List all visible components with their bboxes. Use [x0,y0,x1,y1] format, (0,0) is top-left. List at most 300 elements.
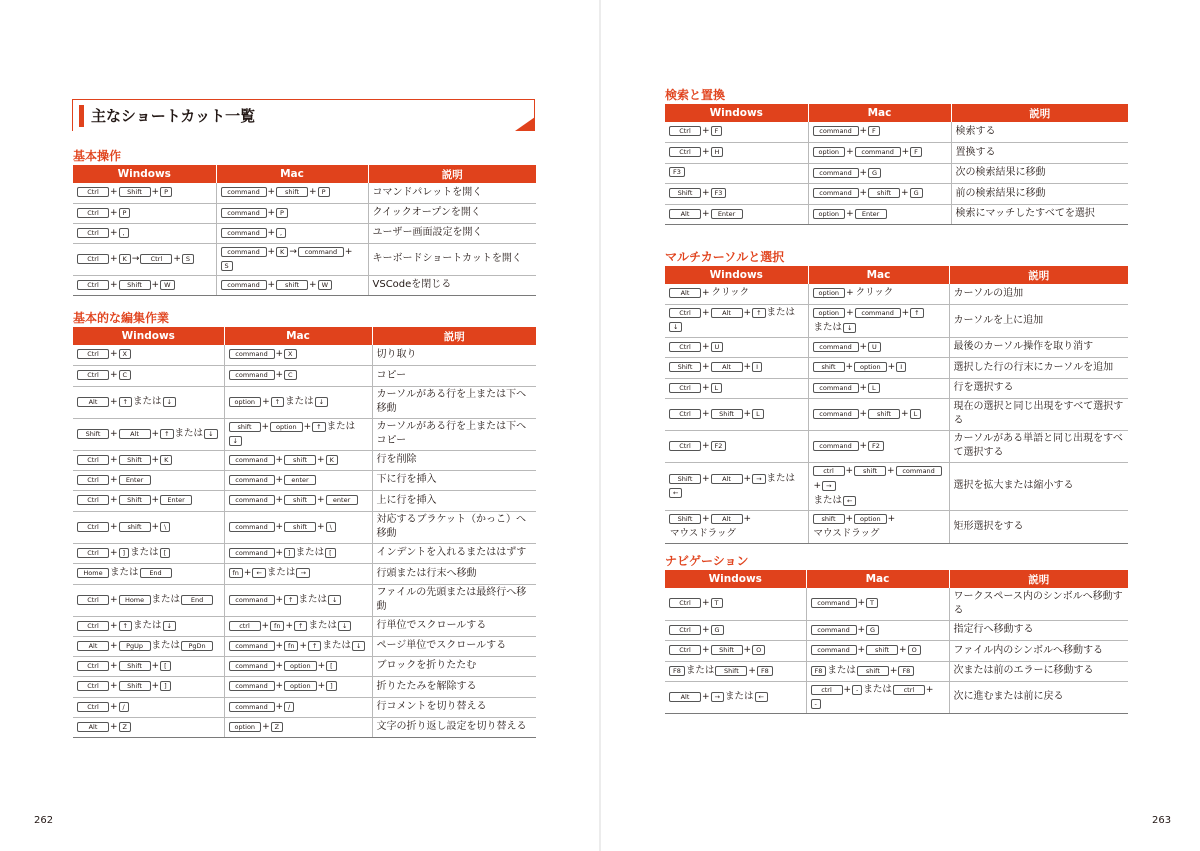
shortcut-description: コピー [372,365,536,386]
plus-sign: + [859,382,868,393]
key-ctrl: ctrl [893,685,925,695]
key-g: G [866,625,879,635]
header-description: 説明 [951,104,1128,122]
key-option: option [854,362,887,372]
key-ctrl: Ctrl [669,147,701,157]
header-mac: Mac [808,104,951,122]
plus-sign: + [110,253,118,264]
key-up: ↑ [160,429,173,439]
key-command: command [229,595,275,605]
windows-shortcut [665,398,808,430]
shortcut-description: 置換する [951,142,1128,163]
key-command: command [811,645,857,655]
plus-sign: + [901,408,909,419]
table-row [73,365,536,386]
key-ctrl: Ctrl [669,625,701,635]
plus-sign: + [151,681,160,691]
key-text: または [326,420,356,432]
plus-sign: + [110,349,118,360]
windows-shortcut [73,203,216,223]
windows-shortcut [73,511,224,543]
plus-sign: + [275,454,284,465]
shortcut-description: キーボードショートカットを開く [368,243,536,275]
windows-shortcut [73,386,224,418]
windows-shortcut [665,163,808,183]
key-enter: enter [284,475,316,485]
key-left: ← [252,568,265,578]
windows-shortcut [665,378,808,398]
table-row [665,337,1128,357]
table-row [73,543,536,563]
table-row [665,588,1128,620]
key-shift: shift [868,188,900,198]
key-command: command [229,641,275,651]
shortcut-description: ワークスペース内のシンボルへ移動する [949,588,1128,620]
shortcut-description: 前の検索結果に移動 [951,183,1128,204]
plus-sign: + [285,620,294,631]
key-up: ↑ [910,308,923,318]
plus-sign: + [110,279,118,290]
plus-sign: + [901,147,910,157]
header-mac: Mac [224,327,372,345]
key-shift: Shift [119,681,151,691]
key-shift: shift [229,422,261,432]
key-shift: shift [119,522,151,532]
key-text: または [685,664,715,676]
mac-shortcut [808,163,951,183]
key-enter: Enter [711,209,743,219]
shortcut-description: 次または前のエラーに移動する [949,661,1128,681]
key-alt: Alt [669,288,701,298]
mac-shortcut [224,636,372,656]
key-l: L [868,383,880,393]
key-text: または [863,683,892,695]
key-ctrl: Ctrl [77,595,109,605]
plus-sign: + [110,495,118,505]
key-rbracket: ] [119,548,130,558]
key-up: ↑ [308,641,321,651]
header-windows: Windows [665,570,806,588]
plus-sign: + [813,480,822,491]
key-fn: fn [270,621,284,631]
shortcut-description: 次に進むまたは前に戻る [949,681,1128,713]
key-alt: Alt [77,397,109,407]
table-row [665,204,1128,224]
mac-shortcut [224,656,372,676]
table-row [73,656,536,676]
header-mac: Mac [216,165,368,183]
mac-shortcut [224,543,372,563]
plus-sign: + [702,645,710,655]
key-f: F [910,147,922,157]
windows-shortcut [665,510,808,543]
plus-sign: + [173,253,181,264]
shortcut-description: VSCodeを閉じる [368,275,536,295]
plus-sign: + [748,665,756,676]
key-k: K [160,455,172,465]
key-command: command [855,308,901,318]
key-ctrl: Ctrl [77,548,109,558]
plus-sign: + [859,341,868,352]
key-option: option [284,661,317,671]
plus-sign: + [151,495,160,505]
key-down: ↓ [163,397,176,407]
windows-shortcut [665,284,808,304]
plus-sign: + [317,495,325,505]
key-command: command [298,247,344,257]
key-alt: Alt [77,722,109,732]
key-option: option [229,397,262,407]
key-l: L [752,409,764,419]
windows-shortcut [73,616,224,636]
key-text: マウスドラッグ [670,527,737,539]
plus-sign: + [110,428,118,439]
shortcut-description: 最後のカーソル操作を取り消す [949,337,1128,357]
plus-sign: + [110,640,118,651]
key-text: または [827,664,856,676]
key-end: End [181,595,213,605]
title-accent-bar [79,105,84,127]
plus-sign: + [309,279,317,290]
key-ctrl: Ctrl [77,681,109,691]
section-title: マルチカーソルと選択 [665,250,785,264]
key-fn: fn [229,568,243,578]
plus-sign: + [702,288,710,299]
section-multicursor [665,249,1128,544]
key-command: command [813,126,859,136]
key-k: K [119,254,131,264]
key-option: option [229,722,262,732]
key-rbracket: ] [326,681,337,691]
key-ctrl: Ctrl [77,349,109,359]
key-text: または [322,639,351,651]
table-row [73,584,536,616]
windows-shortcut [73,183,216,203]
table-row [73,616,536,636]
shortcut-description: カーソルを上に追加 [949,304,1128,337]
key-lbracket: [ [325,548,336,558]
plus-sign: + [887,362,896,372]
shortcut-description: 行を選択する [949,378,1128,398]
key-f8: F8 [669,666,685,676]
key-right: → [296,568,309,578]
plus-sign: + [110,454,118,465]
key-ctrl: Ctrl [669,308,701,318]
key-lbracket: [ [160,548,171,558]
shortcut-description: クイックオープンを開く [368,203,536,223]
shortcut-description: カーソルがある行を上または下へ移動 [372,386,536,418]
key-backslash: \ [160,522,170,532]
windows-shortcut [665,588,806,620]
header-windows: Windows [73,327,224,345]
key-left: ← [755,692,768,702]
key-shift: shift [854,466,886,476]
key-option: option [813,308,846,318]
mac-shortcut [806,640,949,661]
shortcut-description: 検索にマッチしたすべてを選択 [951,204,1128,224]
key-ctrl: Ctrl [77,495,109,505]
key-shift: Shift [669,362,701,372]
key-command: command [229,349,275,359]
plus-sign: + [275,681,284,691]
plus-sign: + [846,307,854,318]
key-ctrl: ctrl [811,685,843,695]
table-row [665,462,1128,510]
mac-shortcut [806,588,949,620]
key-ctrl: Ctrl [669,441,701,451]
shortcut-description: ファイル内のシンボルへ移動する [949,640,1128,661]
key-pgdn: PgDn [181,641,213,651]
header-windows: Windows [73,165,216,183]
plus-sign: + [901,188,909,198]
plus-sign: + [317,660,326,671]
key-pgup: PgUp [119,641,151,651]
key-command: command [229,475,275,485]
plus-sign: + [859,167,868,178]
plus-sign: + [317,454,325,465]
plus-sign: + [275,349,284,360]
key-shift: shift [276,280,308,290]
plus-sign: + [845,465,854,476]
key-shift: Shift [119,495,151,505]
table-row [665,284,1128,304]
key-ctrl: Ctrl [77,475,109,485]
shortcut-table [665,266,1128,544]
key-option: option [854,514,887,524]
plus-sign: + [857,645,866,655]
key-left: ← [843,496,856,506]
key-command: command [229,370,275,380]
shortcut-table [73,165,536,296]
plus-sign: + [702,624,710,635]
key-o: O [908,645,921,655]
key-enter: Enter [855,209,887,219]
windows-shortcut [665,620,806,640]
key-shift: Shift [119,280,151,290]
plus-sign: + [317,681,326,691]
mac-shortcut [808,304,949,337]
windows-shortcut [73,243,216,275]
key-ctrl: Ctrl [77,661,109,671]
plus-sign: + [151,660,160,671]
plus-sign: + [110,187,118,198]
table-row [73,183,536,203]
table-row [73,203,536,223]
shortcut-description: 行を削除 [372,450,536,470]
windows-shortcut [73,584,224,616]
chapter-title: 主なショートカット一覧 [91,107,256,125]
key-command: command [813,188,859,198]
plus-sign: + [110,227,118,238]
key-down: ↓ [843,323,856,333]
windows-shortcut [73,490,224,511]
shortcut-description: 矩形選択をする [949,510,1128,543]
plus-sign: + [267,279,276,290]
key-up: ↑ [119,621,132,631]
key-c: C [119,370,132,380]
plus-sign: + [846,288,854,299]
key-shift: Shift [77,429,109,439]
plus-sign: + [859,188,868,198]
key-c: C [284,370,297,380]
key-ctrl: Ctrl [77,370,109,380]
plus-sign: + [275,594,284,605]
key-command: command [811,625,857,635]
key-command: command [229,455,275,465]
key-shift: Shift [669,474,701,484]
key-shift: shift [813,514,845,524]
key-option: option [270,422,303,432]
key-w: W [160,280,174,290]
key-shift: Shift [119,187,151,197]
header-description: 説明 [368,165,536,183]
mac-shortcut [224,584,372,616]
plus-sign: + [262,396,270,407]
mac-shortcut [224,717,372,737]
key-ctrl: Ctrl [669,645,701,655]
key-command: command [229,681,275,691]
mac-shortcut [224,616,372,636]
mac-shortcut [808,462,949,510]
plus-sign: + [267,227,276,238]
key-i: I [752,362,762,372]
plus-sign: + [275,660,284,671]
plus-sign: + [702,473,710,484]
key-w: W [318,280,332,290]
key-end: End [140,568,172,578]
key-right: → [711,692,724,702]
table-row [73,470,536,490]
key-s: S [182,254,194,264]
windows-shortcut [73,450,224,470]
plus-sign: + [275,547,284,558]
mac-shortcut [808,183,951,204]
shortcut-description: 行コメントを切り替える [372,697,536,717]
mac-shortcut [806,661,949,681]
plus-sign: + [846,208,854,219]
header-windows: Windows [665,266,808,284]
key-alt: Alt [711,474,743,484]
mac-shortcut [224,511,372,543]
shortcut-description: 選択を拡大または縮小する [949,462,1128,510]
plus-sign: + [267,246,276,257]
plus-sign: + [299,640,308,651]
key-shift: Shift [669,188,701,198]
plus-sign: + [843,684,852,695]
windows-shortcut [665,183,808,204]
key-command: command [813,342,859,352]
table-row [665,510,1128,543]
plus-sign: + [344,246,353,257]
table-row [665,357,1128,378]
shortcut-description: 現在の選択と同じ出現をすべて選択する [949,398,1128,430]
key-down: ↓ [669,322,682,332]
mac-shortcut [808,510,949,543]
key-enter: enter [326,495,358,505]
key-text: または [725,690,754,702]
key-ctrl: Ctrl [77,280,109,290]
key-text: または [813,321,843,333]
key-p: P [276,208,288,218]
table-row [73,676,536,697]
key-p: P [160,187,172,197]
key-fn: fn [284,641,298,651]
plus-sign: + [702,382,710,393]
key-text: クリック [711,287,750,299]
mac-shortcut [808,378,949,398]
plus-sign: + [901,307,910,318]
key-command: command [813,383,859,393]
key-comma: , [276,228,286,238]
title-corner-mark [515,117,535,131]
windows-shortcut [73,543,224,563]
key-text: マウスドラッグ [813,527,880,539]
plus-sign: + [743,308,752,318]
key-text: または [151,639,181,651]
windows-shortcut [73,275,216,295]
key-ctrl: Ctrl [669,342,701,352]
header-description: 説明 [949,266,1128,284]
mac-shortcut [808,430,949,462]
key-down: ↓ [328,595,341,605]
windows-shortcut [73,656,224,676]
shortcut-table [665,570,1128,714]
table-row [73,243,536,275]
key-shift: Shift [669,514,701,524]
plus-sign: + [110,207,118,218]
key-command: command [221,247,267,257]
key-z: Z [119,722,131,732]
table-row [665,661,1128,681]
plus-sign: + [303,421,312,432]
section-search [665,87,1128,225]
section-title: ナビゲーション [665,554,749,568]
key-k: K [276,247,288,257]
plus-sign: + [110,660,118,671]
shortcut-description: 選択した行の行末にカーソルを追加 [949,357,1128,378]
plus-sign: + [110,701,118,712]
header-description: 説明 [949,570,1128,588]
header-description: 説明 [372,327,536,345]
shortcut-description: ユーザー画面設定を開く [368,223,536,243]
shortcut-description: カーソルがある行を上または下へコピー [372,418,536,450]
key-command: command [811,598,857,608]
windows-shortcut [665,304,808,337]
table-row [73,511,536,543]
gutter-divider [599,0,601,851]
shortcut-description: カーソルの追加 [949,284,1128,304]
shortcut-description: 下に行を挿入 [372,470,536,490]
plus-sign: + [151,521,160,532]
key-text: または [766,472,796,484]
key-shift: Shift [715,666,747,676]
plus-sign: + [702,208,710,219]
table-row [73,636,536,656]
key-text: または [285,395,314,407]
table-row [665,430,1128,462]
key-alt: Alt [669,692,701,702]
plus-sign: + [317,521,325,532]
mac-shortcut [224,386,372,418]
page-number-right: 263 [1152,815,1172,826]
arrow-then: → [289,246,297,257]
key-down: ↓ [229,436,242,446]
key-l: L [711,383,723,393]
mac-shortcut [808,398,949,430]
key-option: option [813,209,846,219]
key-h: H [711,147,724,157]
key-t: T [711,598,723,608]
